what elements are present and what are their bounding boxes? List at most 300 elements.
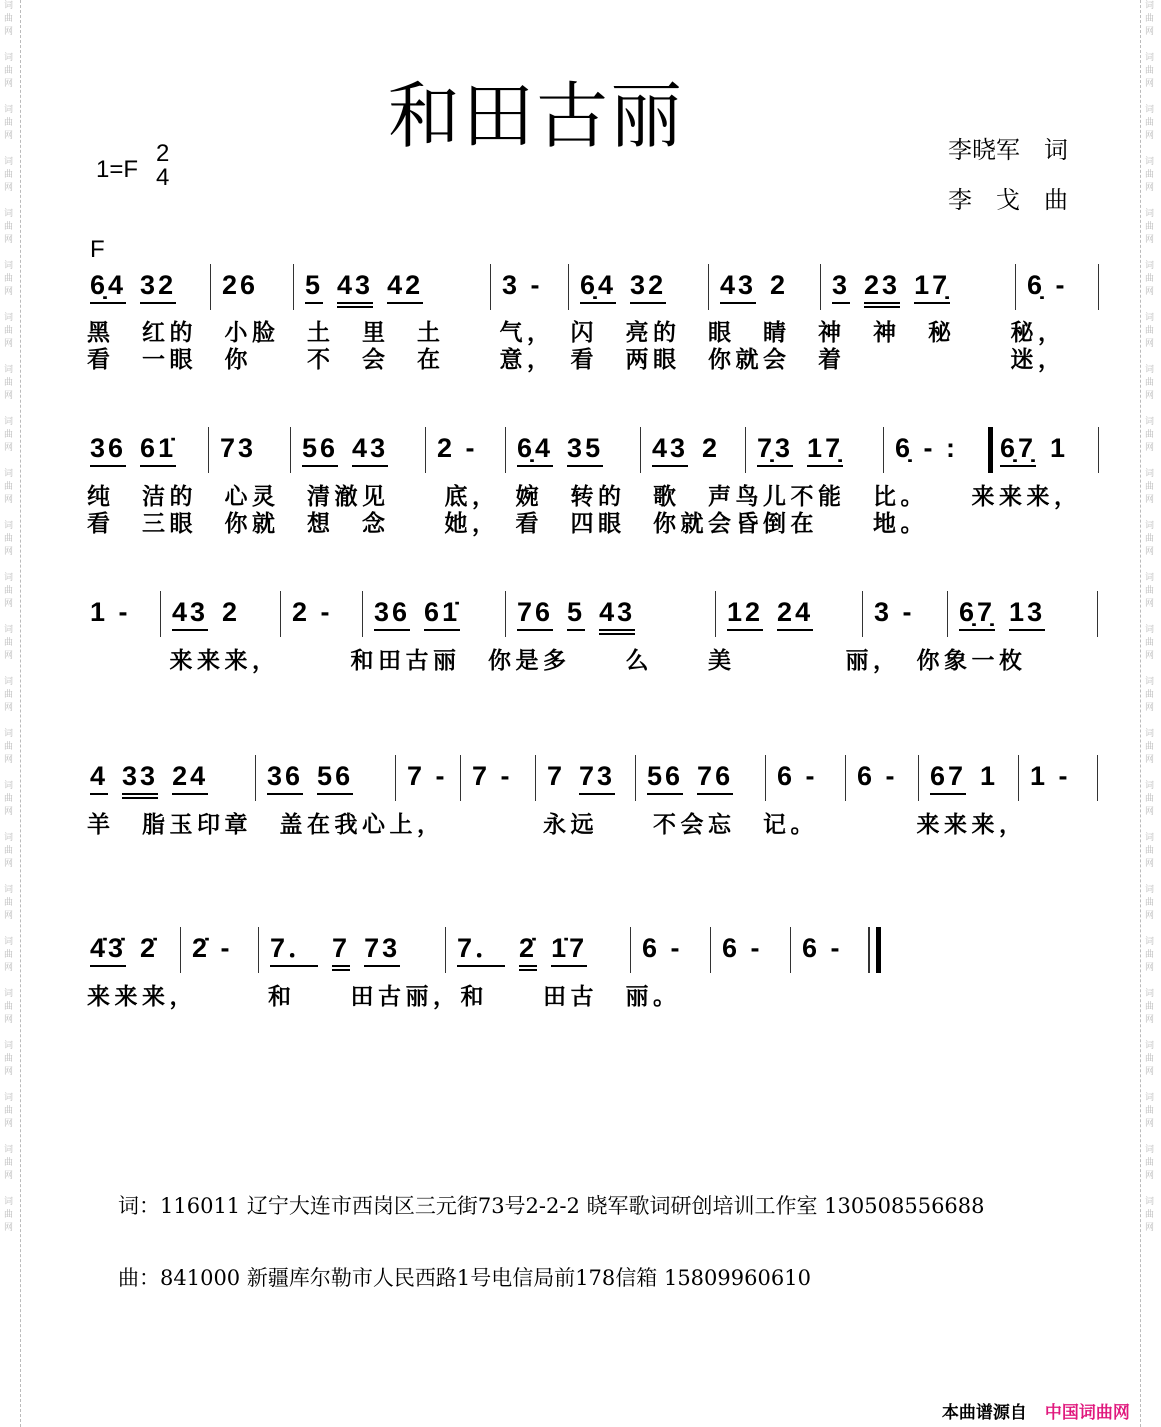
watermark-gap [1145,1027,1154,1040]
barline [490,264,491,310]
watermark-char: 网 [4,807,14,817]
watermark-char: 词 [1145,313,1155,323]
watermark-char: 曲 [4,482,14,492]
barline [210,264,211,310]
watermark-gap [4,1183,13,1196]
watermark-char: 网 [4,1067,14,1077]
barline [395,755,396,801]
measure [302,433,388,467]
watermark-char: 曲 [1145,1106,1155,1116]
watermark-char: 网 [4,963,14,973]
watermark-char: 词 [1145,833,1155,843]
barline [1015,264,1016,310]
measure [547,761,615,795]
measure [720,270,788,304]
note-group: 12 [727,597,763,631]
note-group: 43 [652,433,688,467]
time-signature-top: 2 [156,140,170,167]
watermark-gap [1145,559,1154,572]
watermark-char: 词 [1145,677,1155,687]
measure [517,433,603,467]
watermark-char: 网 [1145,651,1155,661]
note-group: 2 - [437,433,478,463]
watermark-char: 词 [1145,989,1155,999]
measure [90,933,158,967]
watermark-char: 曲 [1145,586,1155,596]
watermark-char: 词 [1145,53,1155,63]
watermark-char: 网 [1145,807,1155,817]
watermark-char: 词 [1145,365,1155,375]
note-group: 56 [647,761,683,795]
lyric-line: 羊 脂玉印章 盖在我心上， 永远 不会忘 记。 来来来， [87,812,1027,838]
watermark-gap [4,1079,13,1092]
note-group: 24 [172,761,208,795]
watermark-gap [1145,195,1154,208]
watermark-gap [4,559,13,572]
watermark-char: 曲 [1145,534,1155,544]
note-group: 3 - [502,270,543,300]
note-group: 6̣ - [1027,270,1068,300]
measure [407,761,448,793]
watermark-char: 曲 [1145,742,1155,752]
barline [505,427,506,473]
note-group: 1 [980,761,999,791]
note-group: 6 - [802,933,843,963]
watermark-char: 曲 [4,170,14,180]
modulation-mark: F [90,236,105,263]
watermark-char: 曲 [1145,950,1155,960]
watermark-char: 曲 [4,690,14,700]
measure [270,933,400,971]
barline [255,755,256,801]
repeat-barline [988,427,993,473]
watermark-char: 词 [4,157,14,167]
barline [280,591,281,637]
watermark-char: 词 [4,53,14,63]
watermark-char: 词 [1145,209,1155,219]
watermark-char: 网 [1145,911,1155,921]
watermark-gap [1145,1131,1154,1144]
note-group: 2̇ - [192,933,233,963]
watermark-gap [4,715,13,728]
watermark-char: 曲 [4,430,14,440]
measure [777,761,818,793]
watermark-char: 词 [1145,1,1155,11]
watermark-char: 网 [4,859,14,869]
note-group: 61̇ [424,597,460,631]
note-group: 4 [90,761,108,795]
watermark-char: 网 [4,339,14,349]
note-group: 33 [122,761,158,799]
watermark-char: 网 [4,443,14,453]
watermark-char: 词 [4,625,14,635]
watermark-char: 曲 [4,326,14,336]
watermark-column-right [1140,0,1161,1427]
watermark-char: 词 [4,521,14,531]
watermark-gap [1145,143,1154,156]
watermark-column-left [0,0,21,1427]
watermark-char: 词 [1145,729,1155,739]
watermark-gap [4,143,13,156]
note-group: 36 [90,433,126,467]
watermark-char: 词 [4,365,14,375]
barline [947,591,948,637]
watermark-char: 词 [4,1,14,11]
measure [1027,270,1068,302]
watermark-gap [4,39,13,52]
note-group: 5 [305,270,323,304]
measure [959,597,1045,631]
measure [727,597,813,631]
watermark-gap [1145,91,1154,104]
watermark-char: 词 [4,989,14,999]
watermark-char: 网 [4,651,14,661]
measure [90,597,131,629]
note-group: 6 - [722,933,763,963]
barline [868,927,870,973]
measure [90,270,176,304]
watermark-char: 网 [4,547,14,557]
note-group: 73 [364,933,400,967]
watermark-gap [1145,871,1154,884]
note-group: 7． [270,933,318,967]
measure [1030,761,1071,793]
watermark-char: 词 [4,417,14,427]
watermark-char: 网 [4,235,14,245]
barline [460,755,461,801]
watermark-char: 词 [4,833,14,843]
note-group: 6̣4 [90,270,126,304]
watermark-char: 词 [4,677,14,687]
watermark-char: 曲 [4,14,14,24]
note-group: 7 - [472,761,513,791]
note-group: 6̣ - : [895,433,959,463]
watermark-char: 词 [4,781,14,791]
watermark-char: 词 [4,261,14,271]
watermark-char: 词 [4,1145,14,1155]
measure [802,933,843,965]
watermark-char: 词 [1145,105,1155,115]
note-group: 3 [832,270,850,304]
watermark-char: 曲 [1145,846,1155,856]
barline [1097,591,1098,637]
measure [832,270,950,308]
note-group: 76 [697,761,733,795]
watermark-char: 词 [1145,521,1155,531]
watermark-char: 曲 [4,794,14,804]
source-site-link[interactable]: 中国词曲网 [1044,1403,1130,1423]
barline [180,927,181,973]
watermark-char: 曲 [1145,1054,1155,1064]
watermark-char: 曲 [1145,222,1155,232]
watermark-char: 网 [4,755,14,765]
watermark-char: 曲 [4,274,14,284]
watermark-char: 曲 [1145,430,1155,440]
barline [293,264,294,310]
watermark-char: 网 [1145,287,1155,297]
watermark-char: 网 [1145,547,1155,557]
watermark-char: 网 [4,287,14,297]
note-group: 1 - [1030,761,1071,791]
measure [757,433,843,467]
watermark-char: 曲 [4,950,14,960]
watermark-char: 曲 [4,378,14,388]
watermark-char: 曲 [4,1054,14,1064]
note-group: 2̇ [140,933,159,963]
measure [305,270,423,308]
watermark-char: 曲 [4,222,14,232]
barline [708,264,709,310]
watermark-char: 曲 [1145,690,1155,700]
watermark-char: 网 [1145,443,1155,453]
note-group: 43 [337,270,373,308]
watermark-char: 网 [1145,183,1155,193]
watermark-char: 曲 [4,1106,14,1116]
note-group: 32 [630,270,666,304]
watermark-char: 网 [1145,1015,1155,1025]
source-credit [930,1378,1130,1423]
watermark-char: 曲 [4,846,14,856]
measure [90,761,208,799]
measure [930,761,998,795]
measure [90,433,176,467]
watermark-char: 曲 [4,586,14,596]
note-group: 7̣3 [757,433,793,467]
time-signature [156,142,169,190]
barline [1098,427,1099,473]
note-group: 7 [332,933,350,971]
watermark-char: 网 [4,703,14,713]
barline [568,264,569,310]
watermark-char: 网 [1145,79,1155,89]
barline [635,755,636,801]
watermark-gap [1145,247,1154,260]
watermark-char: 网 [4,495,14,505]
watermark-char: 曲 [1145,66,1155,76]
measure [857,761,898,793]
note-group: 13 [1009,597,1045,631]
barline [505,591,506,637]
watermark-char: 网 [4,79,14,89]
measure [580,270,666,304]
measure [292,597,333,629]
measure [895,433,958,465]
note-group: 24 [777,597,813,631]
note-group: 35 [567,433,603,467]
final-barline [876,927,881,973]
note-group: 2̇ [519,933,537,971]
note-group: 36 [374,597,410,631]
watermark-gap [4,923,13,936]
watermark-char: 曲 [1145,898,1155,908]
measure [220,433,256,465]
watermark-char: 曲 [1145,1002,1155,1012]
measure [517,597,635,635]
barline [883,427,884,473]
watermark-char: 曲 [1145,482,1155,492]
measure [652,433,720,467]
note-group: 17̣ [807,433,843,467]
watermark-char: 网 [1145,131,1155,141]
watermark-gap [4,871,13,884]
watermark-char: 曲 [1145,118,1155,128]
measure [457,933,587,971]
watermark-gap [1145,1235,1154,1248]
note-group: 7． [457,933,505,967]
barline [1018,755,1019,801]
barline [208,427,209,473]
note-group: 6 - [777,761,818,791]
watermark-gap [1145,39,1154,52]
watermark-gap [1145,351,1154,364]
note-group: 61̇ [140,433,176,467]
note-group: 6̣4 [580,270,616,304]
barline [640,427,641,473]
note-group: 73 [579,761,615,795]
watermark-char: 词 [4,469,14,479]
barline [290,427,291,473]
note-group: 23 [864,270,900,308]
measure [874,597,915,629]
barline [160,591,161,637]
barline [862,591,863,637]
note-group: 43 [352,433,388,467]
watermark-char: 网 [1145,1223,1155,1233]
lyric-line: 看 一眼 你 不 会 在 意， 看 两眼 你就会 着 迷， [87,347,1066,373]
note-group: 36 [267,761,303,795]
measure [502,270,543,302]
barline [845,755,846,801]
watermark-char: 网 [1145,1119,1155,1129]
barline [745,427,746,473]
watermark-char: 网 [1145,1171,1155,1181]
barline [258,927,259,973]
watermark-char: 网 [1145,1067,1155,1077]
watermark-gap [1145,1079,1154,1092]
watermark-char: 词 [1145,417,1155,427]
barline [362,591,363,637]
note-group: 26 [222,270,259,300]
composer-address: 曲：841000 新疆库尔勒市人民西路1号电信局前178信箱 15809960610 [118,1266,811,1290]
measure [192,933,233,965]
barline [820,264,821,310]
watermark-char: 曲 [1145,638,1155,648]
note-group: 6̣7̣ [959,597,995,631]
lyric-line: 黑 红的 小脸 土 里 土 气， 闪 亮的 眼 睛 神 神 秘 秘， [87,320,1066,346]
watermark-char: 曲 [1145,1210,1155,1220]
song-title: 和田古丽 [388,74,685,158]
measure [647,761,733,795]
watermark-char: 曲 [1145,274,1155,284]
barline [1097,755,1098,801]
note-group: 17̣ [914,270,950,304]
watermark-char: 网 [1145,755,1155,765]
watermark-char: 词 [1145,261,1155,271]
watermark-char: 词 [4,1041,14,1051]
watermark-char: 网 [1145,339,1155,349]
watermark-char: 网 [4,183,14,193]
note-group: 3 - [874,597,915,627]
note-group: 73 [220,433,257,463]
watermark-char: 词 [4,729,14,739]
note-group: 7 - [407,761,448,791]
watermark-char: 词 [1145,469,1155,479]
barline [425,427,426,473]
note-group: 7 [547,761,566,791]
watermark-char: 词 [1145,573,1155,583]
source-label: 本曲谱源自 [941,1403,1027,1423]
watermark-char: 曲 [4,66,14,76]
watermark-char: 词 [1145,885,1155,895]
watermark-gap [4,247,13,260]
watermark-char: 网 [4,1223,14,1233]
time-signature-bottom: 4 [156,164,170,191]
barline [715,591,716,637]
note-group: 32 [140,270,176,304]
measure [722,933,763,965]
watermark-char: 网 [4,27,14,37]
note-group: 43 [720,270,756,304]
watermark-char: 曲 [1145,14,1155,24]
watermark-char: 网 [1145,859,1155,869]
watermark-char: 词 [1145,1093,1155,1103]
watermark-char: 网 [1145,495,1155,505]
note-group: 5 [567,597,585,631]
measure [1000,433,1068,467]
watermark-char: 词 [4,885,14,895]
watermark-char: 词 [4,105,14,115]
watermark-gap [1145,715,1154,728]
watermark-char: 网 [1145,27,1155,37]
barline [445,927,446,973]
watermark-char: 词 [1145,1197,1155,1207]
measure [267,761,353,795]
note-group: 6̣4 [517,433,553,467]
lyricist-credit: 李晓军 词 [948,136,1068,164]
note-group: 1̇7 [551,933,587,967]
watermark-char: 曲 [4,534,14,544]
lyric-line: 来来来， 和 田古丽，和 田古 丽。 [87,984,681,1010]
watermark-char: 词 [1145,937,1155,947]
watermark-gap [4,1027,13,1040]
watermark-char: 曲 [4,1210,14,1220]
note-group: 67 [930,761,966,795]
note-group: 2 [770,270,789,300]
watermark-char: 词 [1145,157,1155,167]
note-group: 56 [317,761,353,795]
barline [918,755,919,801]
lyric-line: 看 三眼 你就 想 念 她， 看 四眼 你就会昏倒在 地。 [87,511,928,537]
watermark-char: 词 [1145,1145,1155,1155]
watermark-gap [4,351,13,364]
watermark-gap [4,91,13,104]
watermark-char: 曲 [4,1158,14,1168]
lyric-line: 纯 洁的 心灵 清澈见 底， 婉 转的 歌 声鸟儿不能 比。 来来来， [87,484,1082,510]
watermark-char: 词 [4,937,14,947]
watermark-char: 词 [1145,1041,1155,1051]
note-group: 2 [222,597,241,627]
watermark-char: 词 [4,573,14,583]
watermark-char: 网 [4,1015,14,1025]
watermark-char: 曲 [1145,378,1155,388]
watermark-char: 网 [4,599,14,609]
watermark-char: 曲 [4,118,14,128]
note-group: 6 - [857,761,898,791]
watermark-char: 网 [1145,599,1155,609]
watermark-gap [4,195,13,208]
note-group: 6̣7̣ [1000,433,1036,467]
watermark-char: 网 [4,131,14,141]
